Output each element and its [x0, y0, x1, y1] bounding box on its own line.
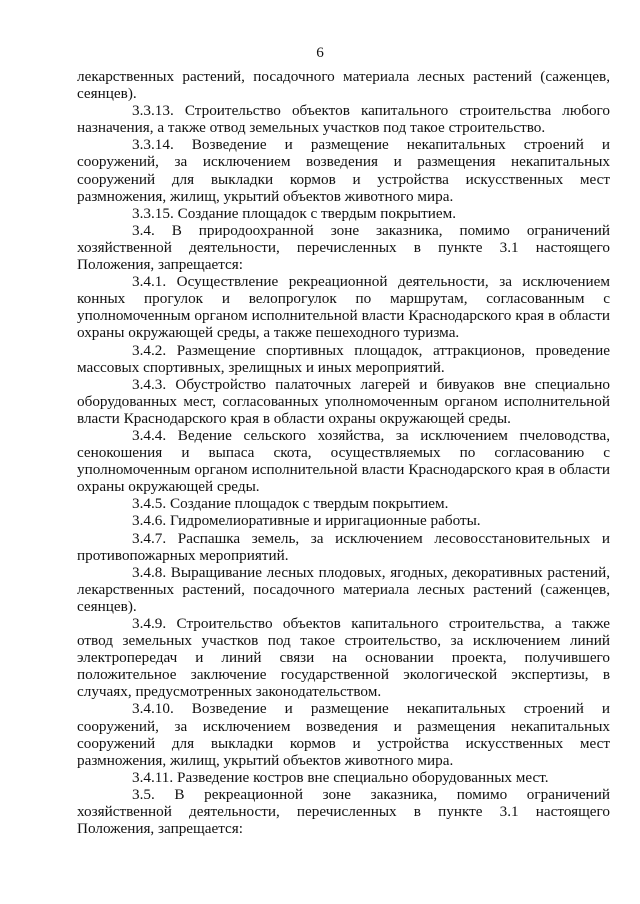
- paragraph: 3.4.11. Разведение костров вне специально оборудованных мест.: [132, 768, 549, 786]
- paragraph: 3.4.5. Создание площадок с твердым покрытием.: [132, 495, 449, 513]
- paragraph: 3.3.14. Возведение и размещение некапитальных строений и сооружений, за исключением возведения и размещения некапитальных сооружений для выкладки кормов и устройства искусственных мест размножения, жилищ, укрытий объектов животного мира.: [77, 136, 610, 205]
- paragraph: 3.4.3. Обустройство палаточных лагерей и бивуаков вне специально оборудованных мест, согласованных уполномоченным органом исполнительной власти Краснодарского края в области охраны окружающей среды.: [77, 375, 610, 427]
- paragraph: 3.4.2. Размещение спортивных площадок, аттракционов, проведение массовых спортивных, зрелищных и иных мероприятий.: [77, 341, 610, 376]
- paragraph: 3.3.13. Строительство объектов капитального строительства любого назначения, а также отвод земельных участков под такое строительство.: [77, 102, 610, 137]
- paragraph: 3.5. В рекреационной зоне заказника, помимо ограничений хозяйственной деятельности, перечисленных в пункте 3.1 настоящего Положения, запрещается:: [77, 785, 610, 838]
- paragraph: 3.4.8. Выращивание лесных плодовых, ягодных, декоративных растений, лекарственных растений, посадочного материала лесных растений (саженцев, сеянцев).: [77, 563, 610, 615]
- paragraph: 3.4.7. Распашка земель, за исключением лесовосстановительных и противопожарных мероприятий.: [77, 529, 610, 564]
- paragraph: 3.4.4. Ведение сельского хозяйства, за исключением пчеловодства, сенокошения и выпаса скота, осуществляемых по согласованию с уполномоченным органом исполнительной власти Краснодарского края в области охраны окружающей среды.: [77, 426, 610, 496]
- paragraph: 3.4.9. Строительство объектов капитального строительства, а также отвод земельных участков под такое строительство, за исключением линий электропередач и линий связи на основании проекта, получившего положительное заключение государственной экологической экспертизы, в случаях, предусмотренных законодательством.: [77, 615, 610, 701]
- paragraph: 3.4.10. Возведение и размещение некапитальных строений и сооружений, за исключением возведения и размещения некапитальных сооружений для выкладки кормов и устройства искусственных мест размножения, жилищ, укрытий объектов животного мира.: [77, 700, 610, 769]
- paragraph: 3.4.1. Осуществление рекреационной деятельности, за исключением конных прогулок и велопрогулок по маршрутам, согласованным с уполномоченным органом исполнительной власти Краснодарского края в области охраны окружающей среды, а также пешеходного туризма.: [77, 273, 610, 342]
- paragraph: лекарственных растений, посадочного материала лесных растений (саженцев, сеянцев).: [77, 68, 610, 103]
- page-number: 6: [316, 44, 324, 61]
- document-body: [77, 68, 610, 837]
- paragraph: 3.3.15. Создание площадок с твердым покрытием.: [132, 204, 457, 222]
- paragraph: 3.4. В природоохранной зоне заказника, помимо ограничений хозяйственной деятельности, перечисленных в пункте 3.1 настоящего Положения, запрещается:: [77, 221, 610, 274]
- paragraph: 3.4.6. Гидромелиоративные и ирригационные работы.: [132, 512, 481, 530]
